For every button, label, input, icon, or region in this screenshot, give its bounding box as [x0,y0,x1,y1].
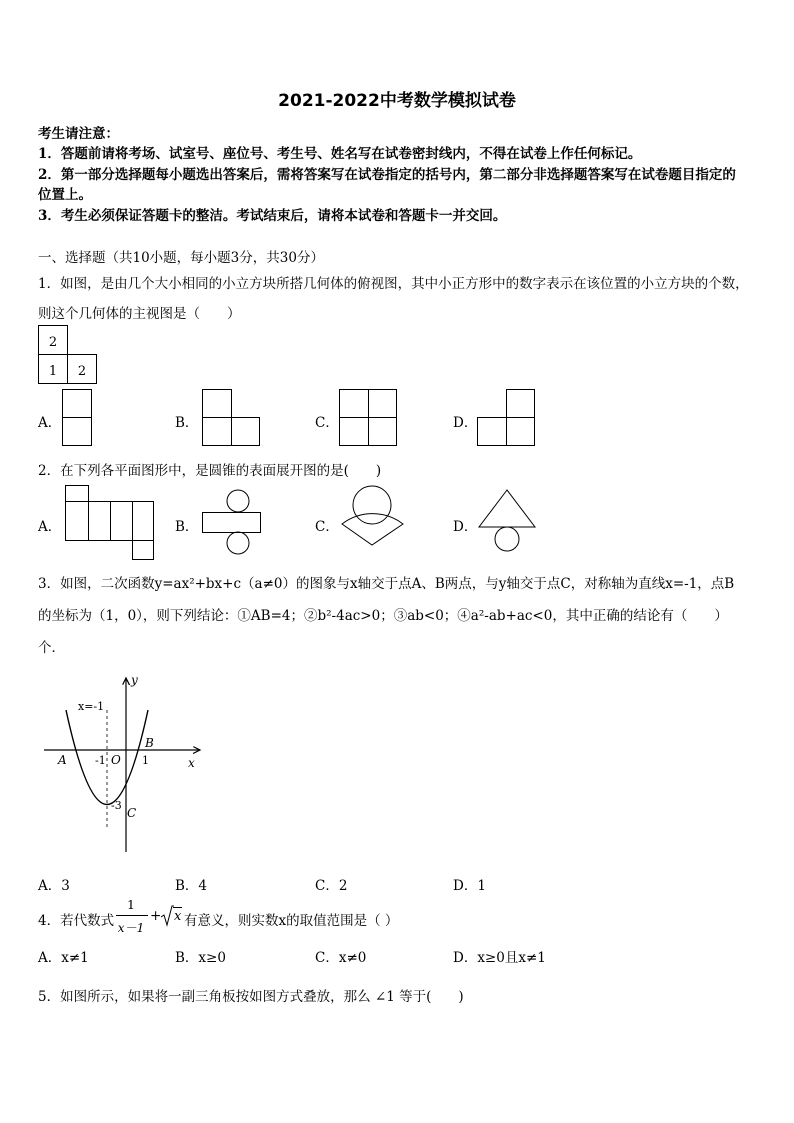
q1-option-c-label[interactable]: C． [315,415,339,431]
q2-option-a-label[interactable]: A． [38,519,62,535]
q1-option-d-figure[interactable] [476,388,538,448]
symmetry-label: x=-1 [78,700,105,713]
q1-option-a-label[interactable]: A． [38,415,62,431]
q2-option-d-figure[interactable] [476,487,540,555]
x-label: x [188,756,195,770]
page-title: 2021-2022中考数学模拟试卷 [278,91,516,111]
q4-option-c[interactable]: C．x≠0 [315,950,367,966]
point-b-label: B [145,736,154,750]
q3-option-c[interactable]: C．2 [315,878,348,894]
q4-stem-suffix: 有意义，则实数x的取值范围是（ ） [184,913,399,929]
y-label: y [131,673,138,687]
q2-option-b-figure[interactable] [198,486,264,556]
q4-plus: + [150,908,162,924]
q1-option-a-figure[interactable] [60,388,94,448]
q2-option-c-figure[interactable] [338,483,408,559]
point-c-label: C [127,806,137,820]
notice-item-2-cont: 位置上。 [38,187,92,203]
q1-option-b-figure[interactable] [200,388,262,448]
q3-stem-line3: 个． [38,640,65,656]
q4-fraction-bar [116,915,148,916]
q4-fraction-numerator: 1 [127,897,135,912]
q1-option-c-figure[interactable] [338,388,400,448]
q4-radical-sign [160,904,174,928]
notice-heading: 考生请注意： [38,126,119,142]
q2-option-d-label[interactable]: D． [453,519,478,535]
q1-option-b-label[interactable]: B． [175,415,199,431]
notice-item-1: 1．答题前请将考场、试室号、座位号、考生号、姓名写在试卷密封线内，不得在试卷上作任何标记。 [38,146,642,162]
origin-label: O [111,753,121,767]
q4-option-a[interactable]: A．x≠1 [38,950,89,966]
notice-item-2: 2．第一部分选择题每小题选出答案后，需将答案写在试卷指定的括号内，第二部分非选择题答案写在试卷题目指定的 [38,167,736,183]
q2-option-c-label[interactable]: C． [315,519,339,535]
tick-1: 1 [142,754,149,767]
q1-stem-line2: 则这个几何体的主视图是（ ） [38,306,241,322]
grid-number-top: 2 [48,335,58,350]
q4-option-b[interactable]: B．x≥0 [175,950,226,966]
q2-option-a-figure[interactable] [62,483,158,563]
q4-option-d[interactable]: D．x≥0且x≠1 [453,950,546,966]
q3-option-a[interactable]: A．3 [38,878,70,894]
q1-top-view-grid [38,325,100,385]
q4-fraction-denominator: x－1 [117,921,145,935]
q3-option-b[interactable]: B．4 [175,878,208,894]
notice-item-3: 3．考生必须保证答题卡的整洁。考试结束后，请将本试卷和答题卡一并交回。 [38,208,507,224]
q3-parabola-graph [38,670,208,860]
q2-option-b-label[interactable]: B． [175,519,199,535]
grid-number-bottom-right: 2 [77,364,87,379]
q4-radicand: x [174,909,182,924]
point-a-label: A [58,753,67,767]
q3-stem-line2: 的坐标为（1，0），则下列结论：①AB=4；②b²-4ac>0；③ab<0；④a²-ab+ac<0，其中正确的结论有（ ） [38,608,728,624]
tick-minus-3: -3 [111,799,122,812]
q3-option-d[interactable]: D．1 [453,878,486,894]
section-heading: 一、选择题（共10小题，每小题3分，共30分） [38,250,324,266]
q1-option-d-label[interactable]: D． [453,415,478,431]
q2-stem: 2．在下列各平面图形中，是圆锥的表面展开图的是( ) [38,463,382,479]
q1-stem-line1: 1．如图，是由几个大小相同的小立方块所搭几何体的俯视图，其中小正方形中的数字表示在该位置的小立方块的个数， [38,276,749,292]
q5-stem: 5．如图所示，如果将一副三角板按如图方式叠放，那么 ∠1 等于( ) [38,989,464,1005]
q4-stem-prefix: 4．若代数式 [38,913,115,929]
q3-stem-line1: 3．如图，二次函数y=ax²+bx+c（a≠0）的图象与x轴交于点A、B两点，与y轴交于点C，对称轴为直线x=-1，点B [38,576,735,592]
tick-minus-1: -1 [95,754,106,767]
grid-number-bottom-left: 1 [48,364,58,379]
